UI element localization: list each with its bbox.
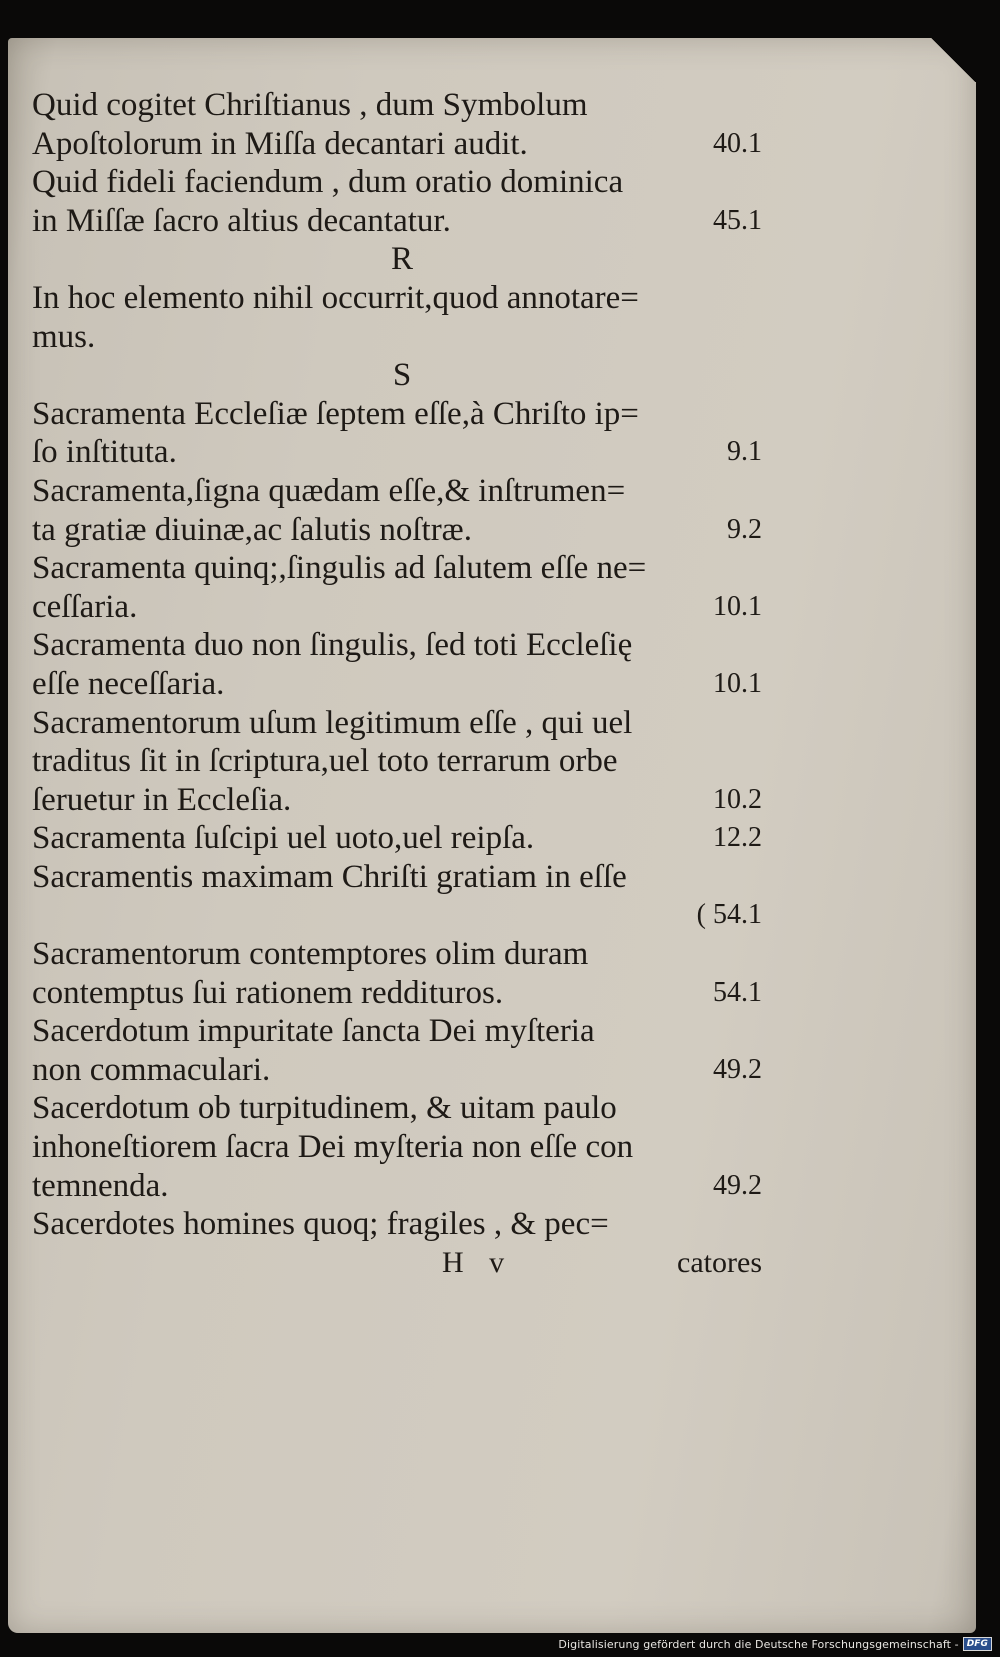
index-line xyxy=(32,665,772,704)
entry-text: ſo inſtituta. xyxy=(32,434,177,471)
entry-text: Sacerdotum impuritate ſancta Dei myſteria xyxy=(32,1013,595,1050)
index-line xyxy=(32,1089,772,1128)
entry-text: Quid cogitet Chriſtianus , dum Symbolum xyxy=(32,87,588,123)
index-text xyxy=(32,86,772,1282)
book-page xyxy=(8,38,976,1633)
index-line xyxy=(32,1167,772,1206)
index-line xyxy=(32,549,772,588)
page-reference: 10.1 xyxy=(713,667,762,699)
index-line xyxy=(32,1128,772,1167)
page-reference: ( 54.1 xyxy=(696,899,762,931)
section-letter xyxy=(32,240,772,279)
entry-text: ta gratiæ diuinæ,ac ſalutis noſtræ. xyxy=(32,511,472,548)
entry-text: inhoneſtiorem ſacra Dei myſteria non eſſe con xyxy=(32,1129,634,1166)
entry-text: Quid fideli faciendum , dum oratio dominica xyxy=(32,164,624,201)
index-line xyxy=(32,896,772,935)
entry-text: R xyxy=(390,241,413,278)
page-reference: 54.1 xyxy=(713,976,762,1008)
entry-text: In hoc elemento nihil occurrit,quod annotare= xyxy=(32,279,639,316)
entry-text: Sacerdotes homines quoq; fragiles , & pec= xyxy=(32,1206,609,1243)
index-line xyxy=(32,318,772,357)
entry-text: Sacramenta duo non ſingulis, ſed toti Eccleſię xyxy=(32,627,633,664)
page-reference: 10.2 xyxy=(713,783,762,815)
index-line xyxy=(32,86,772,125)
digitization-footer xyxy=(558,1637,992,1651)
index-line xyxy=(32,279,772,318)
entry-text: ceſſaria. xyxy=(32,588,138,625)
entry-text: Sacramenta quinq;,ſingulis ad ſalutem eſſe ne= xyxy=(32,550,647,587)
entry-text: mus. xyxy=(32,318,96,355)
page-reference: 49.2 xyxy=(713,1169,762,1201)
page-reference: 49.2 xyxy=(713,1053,762,1085)
index-line xyxy=(32,163,772,202)
entry-text: contemptus ſui rationem reddituros. xyxy=(32,974,504,1011)
index-line xyxy=(32,704,772,743)
entry-text: Sacramentis maximam Chriſti gratiam in eſſe xyxy=(32,858,627,895)
page-corner xyxy=(930,38,976,82)
page-reference: 40.1 xyxy=(713,127,762,159)
page-reference: 9.1 xyxy=(727,436,762,468)
entry-text: Sacramenta Eccleſiæ ſeptem eſſe,à Chriſto ip= xyxy=(32,395,639,432)
entry-text: temnenda. xyxy=(32,1167,169,1204)
page-reference: 9.2 xyxy=(727,513,762,545)
catchword: catores xyxy=(677,1245,762,1279)
entry-text: S xyxy=(392,357,412,394)
index-line xyxy=(32,1051,772,1090)
index-line xyxy=(32,974,772,1013)
footer-credit: Digitalisierung gefördert durch die Deutsche Forschungsgemeinschaft - xyxy=(558,1637,959,1651)
index-line xyxy=(32,588,772,627)
index-line xyxy=(32,819,772,858)
index-line xyxy=(32,395,772,434)
section-letter xyxy=(32,356,772,395)
page-reference: 10.1 xyxy=(713,590,762,622)
page-reference: 12.2 xyxy=(713,822,762,854)
index-line xyxy=(32,935,772,974)
entry-text: Apoſtolorum in Miſſa decantari audit. xyxy=(32,125,528,162)
index-line xyxy=(32,781,772,820)
entry-text: Sacramentorum contemptores olim duram xyxy=(32,936,589,973)
entry-text: Sacramenta ſuſcipi uel uoto,uel reipſa. xyxy=(32,820,535,857)
index-line xyxy=(32,125,772,164)
index-line xyxy=(32,858,772,897)
index-line xyxy=(32,1244,772,1283)
entry-text: traditus ſit in ſcriptura,uel toto terrarum orbe xyxy=(32,743,618,780)
index-line xyxy=(32,1205,772,1244)
entry-text: Sacramenta,ſigna quædam eſſe,& inſtrumen= xyxy=(32,472,626,509)
entry-text: Sacramentorum uſum legitimum eſſe , qui uel xyxy=(32,704,633,741)
signature-mark: H v xyxy=(442,1245,505,1279)
page-reference: 45.1 xyxy=(713,204,762,236)
index-line xyxy=(32,742,772,781)
index-line xyxy=(32,1012,772,1051)
index-line xyxy=(32,202,772,241)
entry-text: in Miſſæ ſacro altius decantatur. xyxy=(32,202,451,239)
entry-text: Sacerdotum ob turpitudinem, & uitam paulo xyxy=(32,1090,617,1127)
index-line xyxy=(32,472,772,511)
index-line xyxy=(32,433,772,472)
index-line xyxy=(32,626,772,665)
dfg-logo: DFG xyxy=(963,1637,992,1651)
entry-text: non commaculari. xyxy=(32,1051,271,1088)
entry-text: eſſe neceſſaria. xyxy=(32,665,225,702)
index-line xyxy=(32,511,772,550)
entry-text: ſeruetur in Eccleſia. xyxy=(32,781,292,818)
